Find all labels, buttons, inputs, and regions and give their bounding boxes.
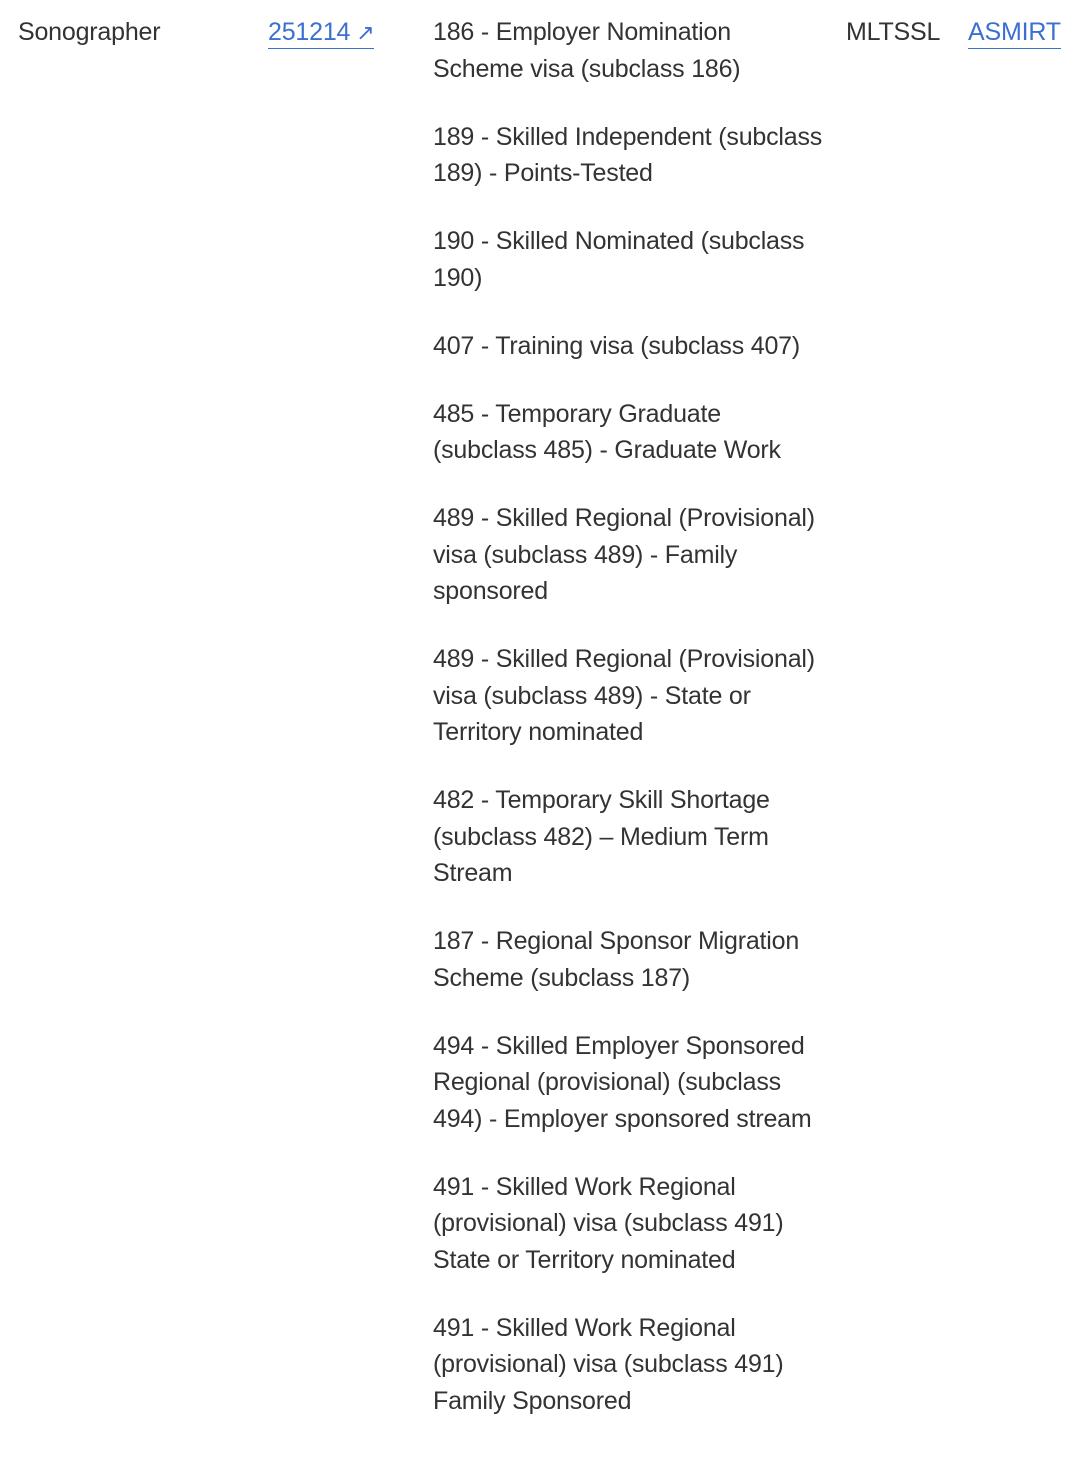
assessing-authority-cell [968,14,1061,50]
visa-item: 489 - Skilled Regional (Provisional) visa (subclass 489) - Family sponsored [433,504,815,605]
visa-list [433,14,823,1451]
skill-list-name: MLTSSL [846,18,941,46]
visa-item: 187 - Regional Sponsor Migration Scheme (subclass 187) [433,927,800,992]
visa-item: 190 - Skilled Nominated (subclass 190) [433,227,805,292]
anzsco-code-cell [268,14,374,51]
visa-item: 407 - Training visa (subclass 407) [433,331,800,360]
visa-item: 491 - Skilled Work Regional (provisional) visa (subclass 491) State or Territory nominated [433,1172,784,1274]
visa-item: 186 - Employer Nomination Scheme visa (subclass 186) [433,18,741,83]
visa-item: 491 - Skilled Work Regional (provisional) visa (subclass 491) Family Sponsored [433,1313,784,1415]
assessing-authority-link[interactable]: ASMIRT [968,18,1061,49]
anzsco-code-text: 251214 [268,18,351,46]
visa-item: 482 - Temporary Skill Shortage (subclass 482) – Medium Term Stream [433,786,770,887]
anzsco-code-link[interactable] [268,18,374,49]
external-link-icon: ↗ [356,20,375,45]
occupation-name: Sonographer [18,18,161,46]
visa-item: 494 - Skilled Employer Sponsored Regional (provisional) (subclass 494) - Employer sponsored stream [433,1031,812,1133]
visa-item: 489 - Skilled Regional (Provisional) visa (subclass 489) - State or Territory nominated [433,645,815,746]
visa-item: 189 - Skilled Independent (subclass 189) - Points-Tested [433,122,823,187]
visa-item: 485 - Temporary Graduate (subclass 485) - Graduate Work [433,399,781,464]
